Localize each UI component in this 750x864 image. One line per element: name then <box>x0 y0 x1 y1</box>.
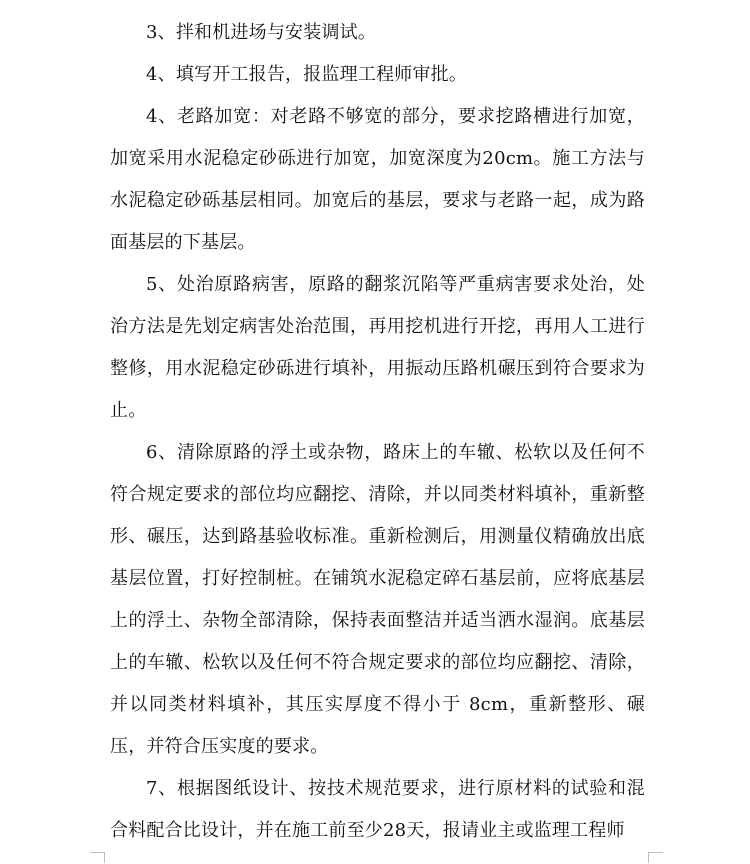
paragraph-item-5: 5、处治原路病害，原路的翻浆沉陷等严重病害要求处治，处治方法是先划定病害处治范围，再用挖机进行开挖，再用人工进行整修，用水泥稳定砂砾进行填补，用振动压路机碾压到符合要求为止。 <box>110 274 645 421</box>
right-page-crop-mark <box>648 852 663 863</box>
paragraph-item-6: 6、清除原路的浮土或杂物，路床上的车辙、松软以及任何不符合规定要求的部位均应翻挖、清除，并以同类材料填补，重新整形、碾压，达到路基验收标准。重新检测后，用测量仪精确放出底基层位置，打好控制桩。在铺筑水泥稳定碎石基层前，应将底基层上的浮土、杂物全部清除，保持表面整洁并适当洒水湿润。底基层上的车辙、松软以及任何不符合规定要求的部位均应翻挖、清除，并以同类材料填补，其压实厚度不得小于 8cm，重新整形、碾压，并符合压实度的要求。 <box>110 442 645 757</box>
paragraph-item-4-widening: 4、老路加宽：对老路不够宽的部分，要求挖路槽进行加宽，加宽采用水泥稳定砂砾进行加宽，加宽深度为20cm。施工方法与水泥稳定砂砾基层相同。加宽后的基层，要求与老路一起，成为路面基层的下基层。 <box>110 106 645 253</box>
paragraph-item-4-report: 4、填写开工报告，报监理工程师审批。 <box>146 64 468 85</box>
paragraph-item-3: 3、拌和机进场与安装调试。 <box>146 22 377 43</box>
paragraph-item-7: 7、根据图纸设计、按技术规范要求，进行原材料的试验和混合料配合比设计，并在施工前至少28天，报请业主或监理工程师 <box>110 778 645 841</box>
left-page-crop-mark <box>90 852 105 863</box>
